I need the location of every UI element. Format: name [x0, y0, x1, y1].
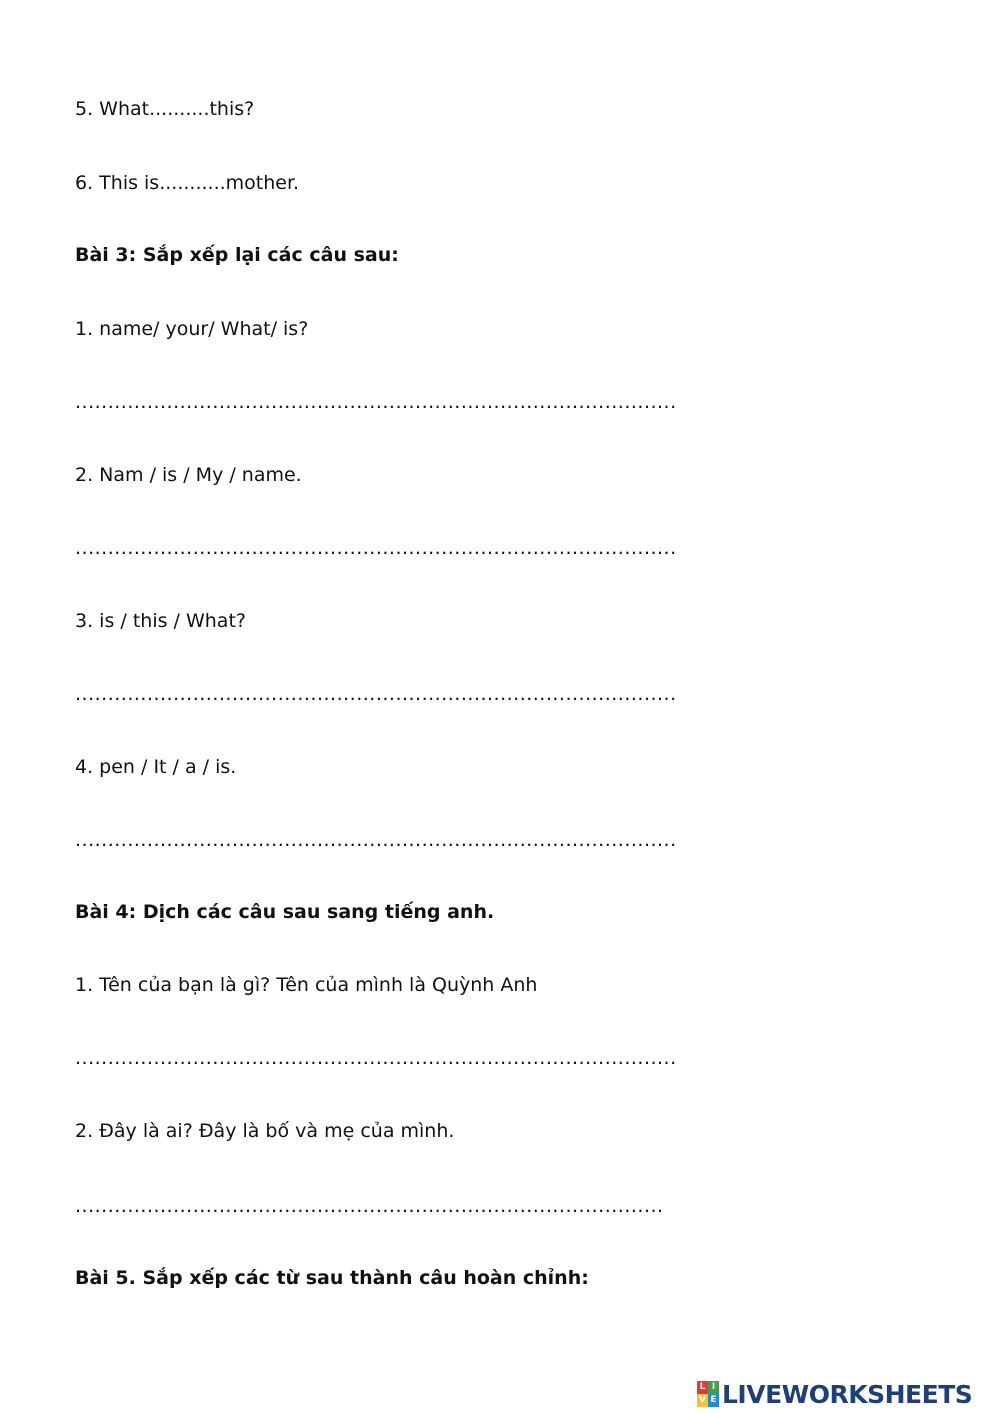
liveworksheets-mark-icon: [697, 1381, 719, 1407]
answer-line: ............................................................................................: [75, 537, 677, 559]
answer-line: ............................................................................................: [75, 829, 677, 851]
bai3-question-1: 1. name/ your/ What/ is?: [75, 318, 309, 340]
answer-line: ............................................................................................: [75, 1047, 677, 1069]
section-heading-bai-3: Bài 3: Sắp xếp lại các câu sau:: [75, 244, 399, 266]
question-6: 6. This is...........mother.: [75, 172, 300, 194]
section-heading-bai-5: Bài 5. Sắp xếp các từ sau thành câu hoàn chỉnh:: [75, 1267, 589, 1289]
bai3-question-2: 2. Nam / is / My / name.: [75, 464, 302, 486]
bai3-question-4: 4. pen / It / a / is.: [75, 756, 237, 778]
logo-mark-letter: I: [708, 1381, 719, 1394]
bai4-question-1: 1. Tên của bạn là gì? Tên của mình là Quỳnh Anh: [75, 974, 538, 996]
logo-mark-letter: L: [697, 1381, 708, 1394]
answer-line: ..........................................................................................: [75, 1195, 664, 1217]
answer-line: ............................................................................................: [75, 683, 677, 705]
section-heading-bai-4: Bài 4: Dịch các câu sau sang tiếng anh.: [75, 901, 495, 923]
question-5: 5. What..........this?: [75, 98, 255, 120]
answer-line: ............................................................................................: [75, 391, 677, 413]
bai4-question-2: 2. Đây là ai? Đây là bố và mẹ của mình.: [75, 1120, 455, 1142]
logo-mark-letter: V: [697, 1394, 708, 1407]
logo-wordmark: LIVEWORKSHEETS: [722, 1379, 973, 1409]
bai3-question-3: 3. is / this / What?: [75, 610, 246, 632]
liveworksheets-logo: [697, 1378, 972, 1410]
logo-mark-letter: E: [708, 1394, 719, 1407]
